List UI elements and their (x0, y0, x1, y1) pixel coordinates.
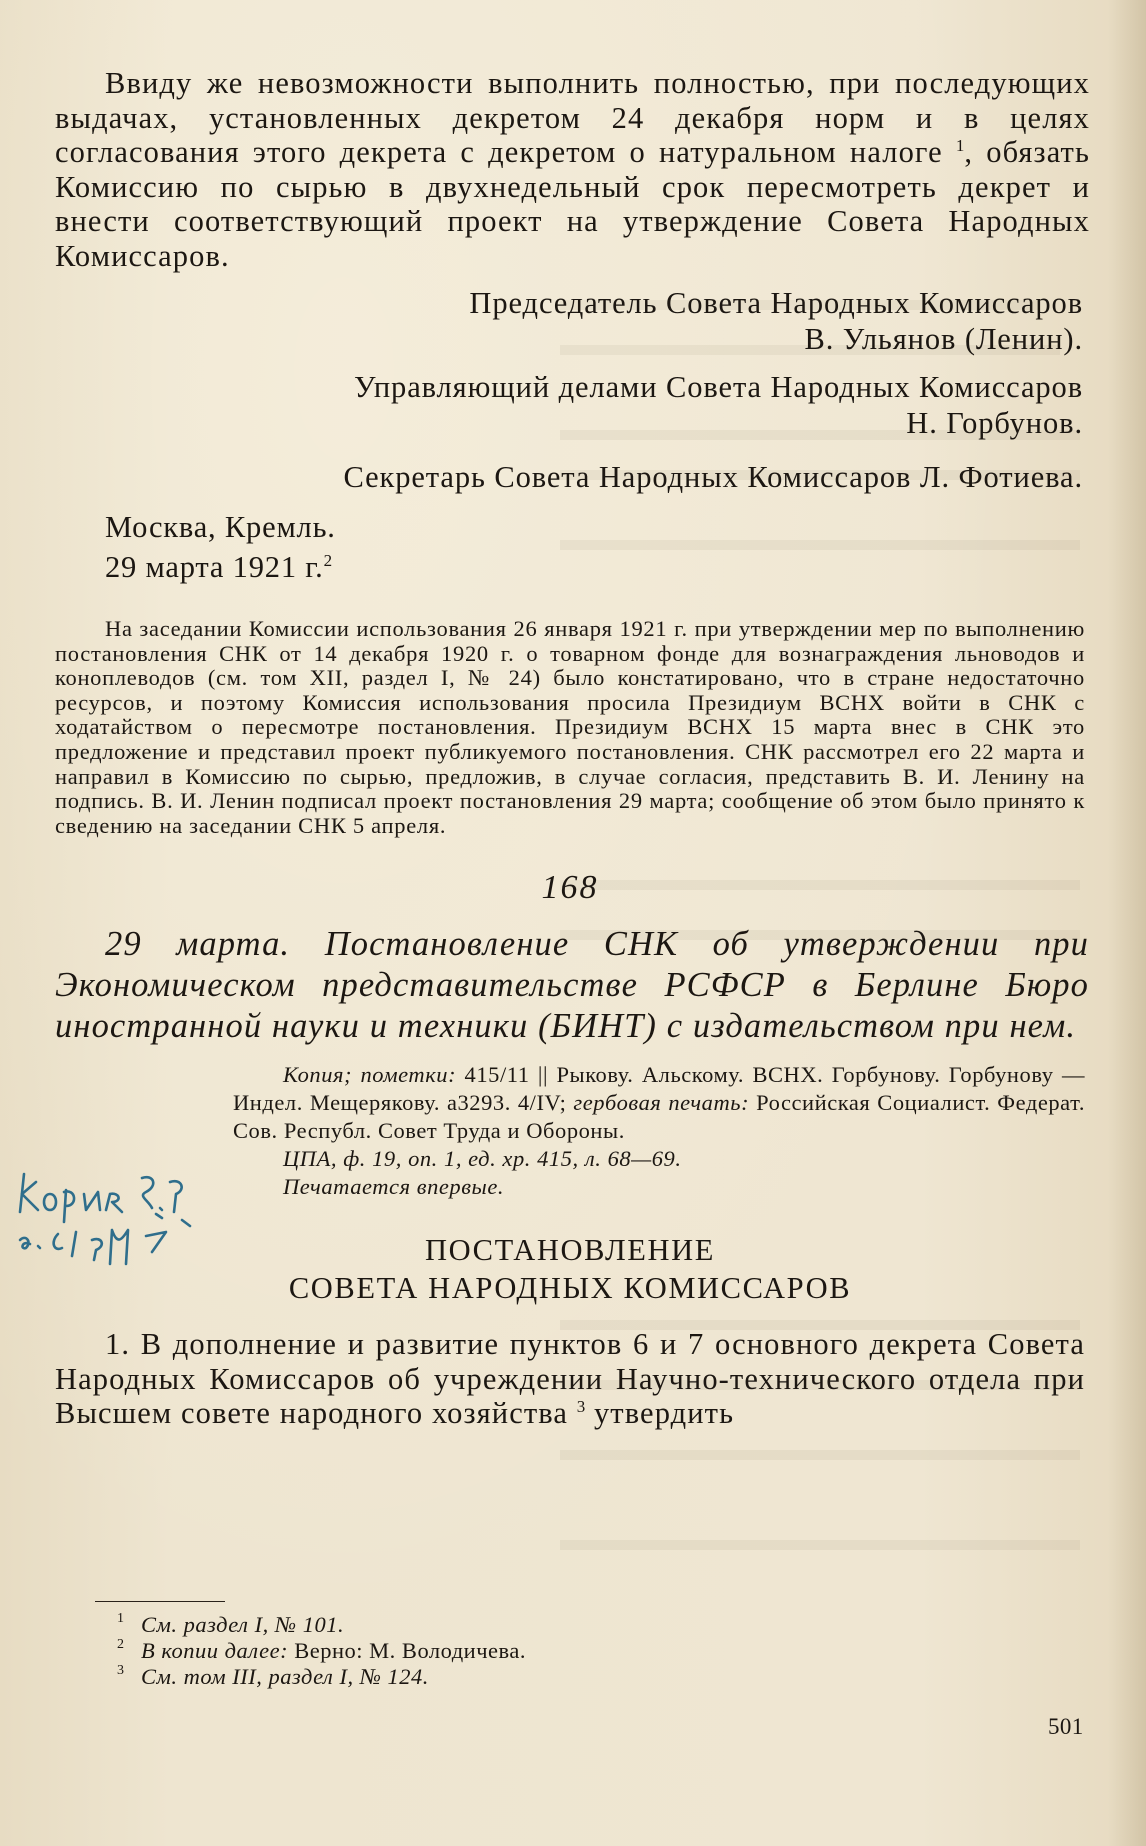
copy-label: Копия; пометки: (283, 1062, 457, 1088)
footnote-item (95, 1638, 995, 1664)
manager-title: Управляющий делами Совета Народных Комиссаров (354, 370, 1083, 404)
secretary-line: Секретарь Совета Народных Комиссаров Л. Фотиева. (343, 460, 1083, 494)
intro-text: Ввиду же невозможности выполнить полностью, при последующих выдачах, установленных декретом 24 декабря норм и в целях согласования этого декрета с декретом о натуральном налоге (55, 66, 1090, 169)
footnote-label: См. том III, раздел I, № 124. (141, 1664, 429, 1689)
date: 29 марта 1921 г. (105, 550, 324, 584)
footnote-number: 1 (117, 1611, 125, 1626)
footnote-divider (95, 1601, 225, 1602)
seal-label: гербовая печать: (573, 1090, 750, 1116)
page-number: 501 (1048, 1714, 1084, 1739)
copy-text: 415/11 || Рыкову. Альскому. ВСНХ. Горбунову. Горбунову — Индел. Мещерякову. а3293. 4/IV; (233, 1062, 1085, 1116)
clause-1-text: 1. В дополнение и развитие пунктов 6 и 7 основного декрета Совета Народных Комиссаров об учреждении Научно-технического отдела при Высшем совете народного хозяйства (55, 1327, 1085, 1431)
chairman-name: В. Ульянов (Ленин). (804, 322, 1083, 356)
archive-source: ЦПА, ф. 19, оп. 1, ед. хр. 415, л. 68—69. (283, 1146, 682, 1172)
secretary-signature (55, 459, 1085, 495)
handwritten-annotation (6, 1160, 238, 1290)
footnote-ref-2: 2 (323, 550, 333, 570)
editorial-note: На заседании Комиссии использования 26 января 1921 г. при утверждении мер по выполнению постановления СНК от 14 декабря 1920 г. о товарном фонде для вознаграждения льноводов и коноплеводов (см. том XII, раздел I, № 24) было констатировано, что в стране недостаточно ресурсов, и поэтому Комиссия использования просила Президиум ВСНХ войти в СНК с ходатайством о пересмотре постановления. Президиум ВСНХ 15 марта внес в СНК это предложение и представил проект публикуемого постановления. СНК рассмотрел его 22 марта и направил в Комиссию по сырью, предложив, в случае согласия, представить В. И. Ленину на подпись. В. И. Ленин подписал проект постановления 29 марта; сообщение об этом было принято к сведению на заседании СНК 5 апреля. (55, 616, 1085, 838)
footnote-label: В копии далее: (141, 1638, 289, 1663)
document-title: 29 марта. Постановление СНК об утверждении при Экономическом представительстве РСФСР в Берлине Бюро иностранной науки и техники (БИНТ) с издательством при нем. (55, 925, 1089, 1046)
chairman-signature (55, 285, 1085, 357)
footnote-ref-3: 3 (576, 1397, 586, 1417)
intro-paragraph (55, 66, 1090, 273)
seal-text: Российская Социалист. Федерат. Сов. Республ. Совет Труда и Обороны. (233, 1090, 1086, 1144)
clause-1-end: утвердить (585, 1396, 735, 1431)
archive-description (233, 1061, 1085, 1145)
footnote-item (95, 1664, 995, 1690)
footnote-number: 2 (117, 1637, 125, 1652)
date-line (105, 547, 1085, 587)
footnote-ref-1: 1 (955, 135, 965, 155)
intro-text-end: , обязать Комиссию по сырью в двухнедельный срок пересмотреть декрет и внести соответствующий проект на утверждение Совета Народных Комиссаров. (55, 135, 1090, 273)
heading-line-2: СОВЕТА НАРОДНЫХ КОМИССАРОВ (288, 1271, 852, 1306)
publication-status: Печатается впервые. (283, 1174, 505, 1200)
document-number: 168 (541, 869, 599, 907)
manager-signature (55, 369, 1085, 441)
footnote-item (95, 1612, 995, 1638)
chairman-title: Председатель Совета Народных Комиссаров (469, 286, 1083, 320)
footnotes (95, 1601, 995, 1690)
place: Москва, Кремль. (105, 510, 336, 544)
clause-1 (55, 1327, 1085, 1431)
footnote-number: 3 (117, 1663, 125, 1678)
place-and-date (105, 507, 1085, 587)
heading-line-1: ПОСТАНОВЛЕНИЕ (425, 1233, 715, 1268)
footnote-text: Верно: М. Володичева. (288, 1638, 526, 1663)
manager-name: Н. Горбунов. (906, 406, 1083, 440)
footnote-label: См. раздел I, № 101. (141, 1612, 345, 1637)
handwriting-note-text: Копия 9.8 (6, 1160, 11, 1161)
